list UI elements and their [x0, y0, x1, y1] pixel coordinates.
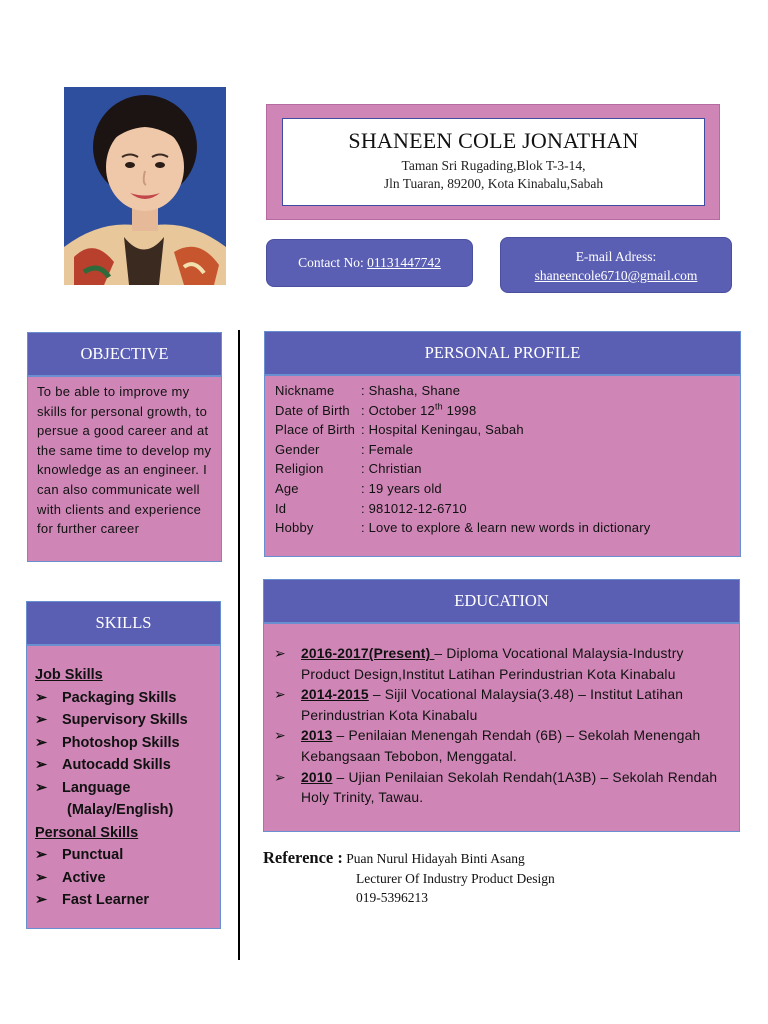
- arrow-bullet-icon: ➢: [274, 687, 286, 703]
- name-card: [282, 118, 705, 206]
- profile-row: Date of Birth : October 12th 1998: [275, 401, 477, 418]
- contact-box: [266, 239, 473, 287]
- profile-row: Nickname : Shasha, Shane: [275, 383, 461, 398]
- reference-position: Lecturer Of Industry Product Design: [356, 870, 555, 886]
- education-header: EDUCATION: [263, 579, 740, 623]
- profile-row: Gender : Female: [275, 441, 414, 457]
- arrow-bullet-icon: ➢: [35, 734, 48, 751]
- list-item: ➢ 2016-2017(Present) – Diploma Vocational Malaysia-Industry Product Design,Institut Latihan Perindustrian Kota Kinabalu: [274, 644, 727, 685]
- list-item: ➢ Active: [35, 867, 212, 890]
- contact-label: Contact No:: [298, 255, 368, 270]
- objective-text: To be able to improve my skills for personal growth, to persue a good career and at the same time to develop my knowledge as an engineer. I can also communicate well with clients and experience for further career: [27, 376, 222, 562]
- arrow-bullet-icon: ➢: [35, 779, 48, 796]
- personal-profile-header: PERSONAL PROFILE: [264, 331, 741, 375]
- address-line-1: Taman Sri Rugading,Blok T-3-14,: [401, 158, 586, 173]
- arrow-bullet-icon: ➢: [274, 769, 286, 785]
- profile-row: Age : 19 years old: [275, 480, 442, 496]
- list-item: ➢ 2010 – Ujian Penilaian Sekolah Rendah(1A3B) – Sekolah Rendah Holy Trinity, Tawau.: [274, 768, 727, 809]
- address-line-2: Jln Tuaran, 89200, Kota Kinabalu,Sabah: [383, 176, 604, 191]
- arrow-bullet-icon: ➢: [35, 847, 48, 863]
- email-box: [500, 237, 732, 293]
- profile-row: Religion : Christian: [275, 461, 422, 477]
- arrow-bullet-icon: ➢: [35, 757, 48, 773]
- arrow-bullet-icon: ➢: [35, 869, 48, 886]
- list-item: ➢ 2014-2015 – Sijil Vocational Malaysia(3.48) – Institut Latihan Perindustrian Kota Kinabalu: [274, 685, 727, 726]
- arrow-bullet-icon: ➢: [35, 892, 48, 908]
- email-link[interactable]: shaneencole6710@gmail.com: [534, 268, 698, 283]
- reference-label: Reference :: [263, 848, 343, 867]
- education-panel: [263, 623, 740, 832]
- job-skills-label: Job Skills: [35, 667, 103, 683]
- full-name: SHANEEN COLE JONATHAN: [348, 128, 639, 153]
- list-item: ➢ Fast Learner: [35, 889, 212, 912]
- skills-panel: [26, 645, 221, 929]
- personal-profile-panel: [264, 375, 741, 557]
- list-item: ➢ Punctual: [35, 844, 212, 867]
- skills-header: SKILLS: [26, 601, 221, 645]
- arrow-bullet-icon: ➢: [35, 689, 48, 706]
- reference-block: [263, 848, 723, 908]
- email-label: E-mail Adress:: [575, 249, 657, 264]
- personal-skills-label: Personal Skills: [35, 824, 139, 841]
- column-divider: [238, 330, 240, 960]
- reference-phone: 019-5396213: [356, 890, 428, 905]
- objective-header: OBJECTIVE: [27, 332, 222, 376]
- profile-row: Place of Birth : Hospital Keningau, Sabah: [275, 422, 524, 438]
- profile-row: Id : 981012-12-6710: [275, 500, 467, 516]
- arrow-bullet-icon: ➢: [274, 728, 286, 744]
- arrow-bullet-icon: ➢: [35, 712, 48, 728]
- list-item: ➢ Packaging Skills: [35, 687, 212, 710]
- reference-name: Puan Nurul Hidayah Binti Asang: [342, 851, 525, 866]
- list-item: ➢ Supervisory Skills: [35, 709, 212, 732]
- contact-phone-link[interactable]: 01131447742: [367, 255, 441, 270]
- list-item: ➢ Autocadd Skills: [35, 754, 212, 777]
- arrow-bullet-icon: ➢: [274, 646, 286, 661]
- language-detail: (Malay/English): [67, 802, 174, 818]
- profile-row: Hobby : Love to explore & learn new words in dictionary: [275, 520, 651, 536]
- profile-photo: [64, 87, 226, 285]
- list-item: ➢ Language: [35, 777, 212, 800]
- list-item: ➢ 2013 – Penilaian Menengah Rendah (6B) – Sekolah Menengah Kebangsaan Tebobon, Menggatal.: [274, 726, 727, 767]
- list-item: ➢ Photoshop Skills: [35, 732, 212, 755]
